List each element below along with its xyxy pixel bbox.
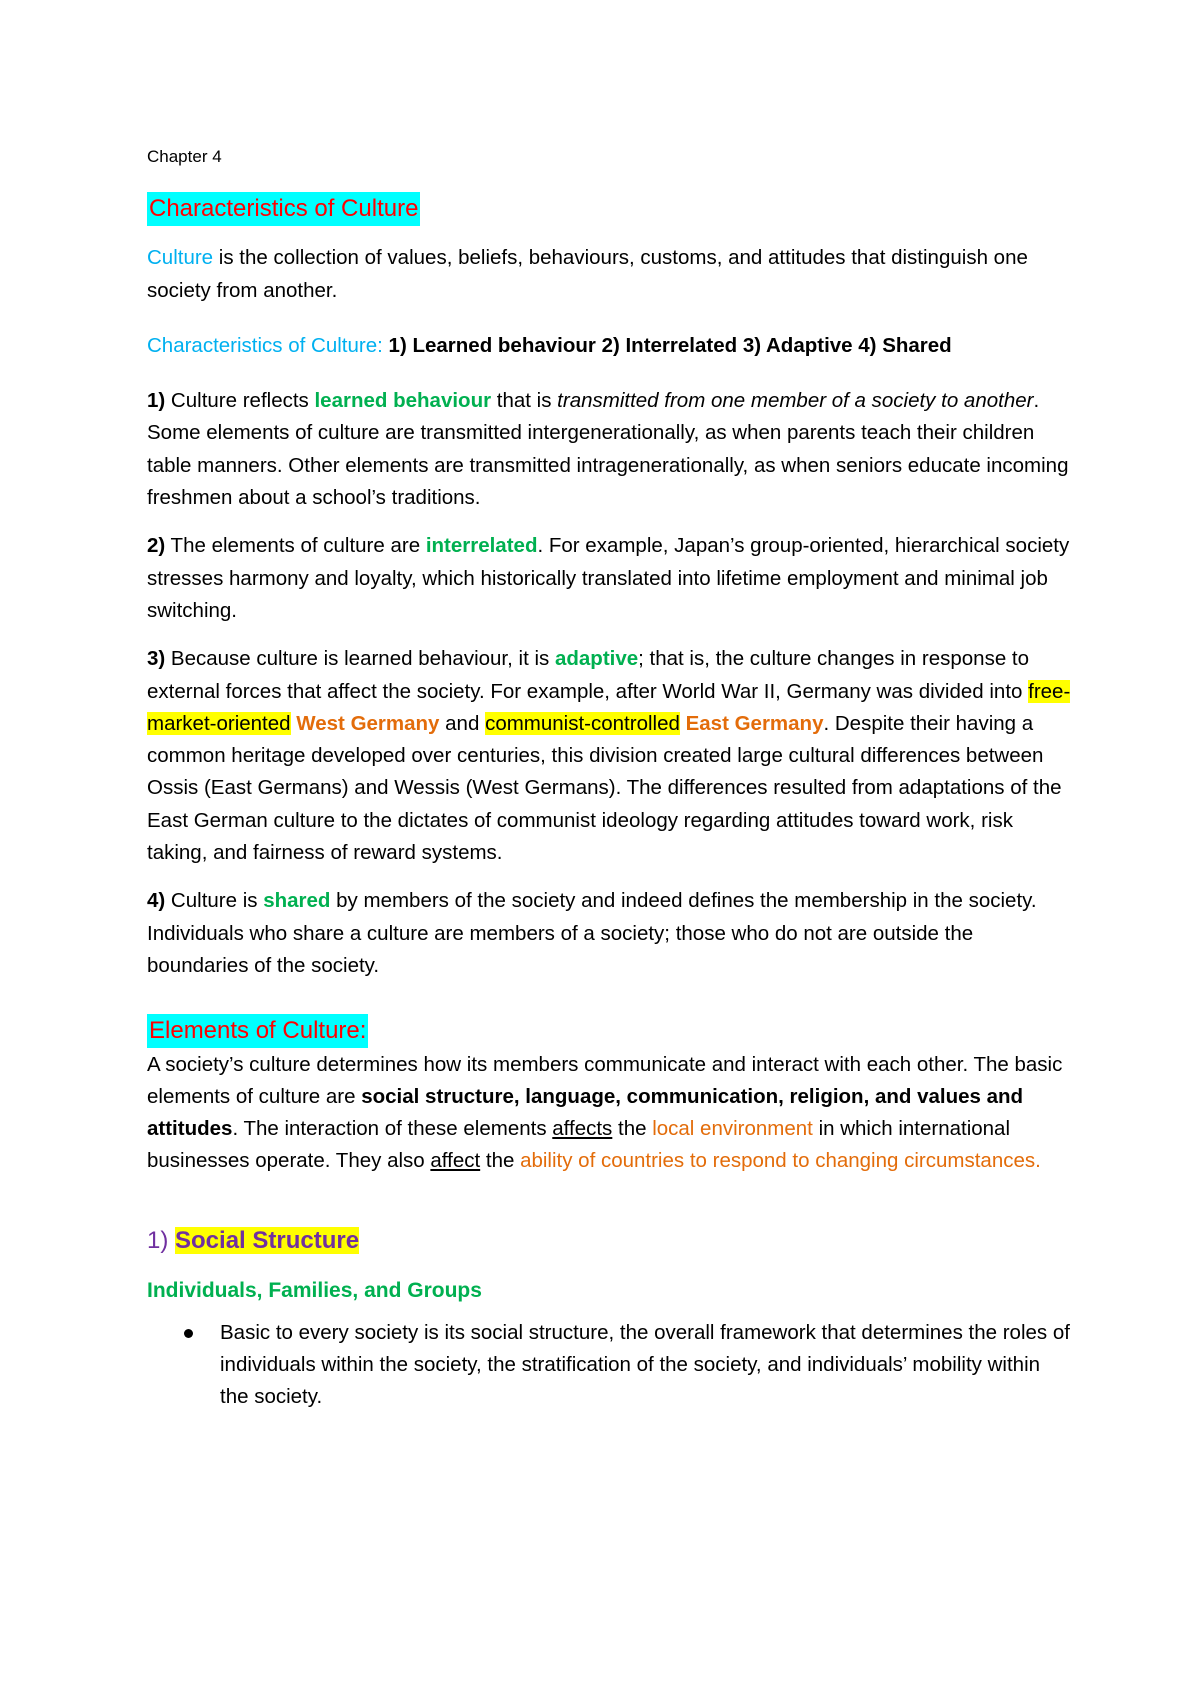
east-germany: East Germany [685,711,824,735]
point-4: 4) Culture is shared by members of the society and indeed defines the membership in the society. Individuals who share a culture are members of a society; those who do not are outside the boundaries of the society. [147,889,1037,977]
key-interrelated: interrelated [425,534,538,558]
subheading-individuals: Individuals, Families, and Groups [147,1278,482,1302]
summary-items: 1) Learned behaviour 2) Interrelated 3) Adaptive 4) Shared [382,333,952,357]
elements-paragraph: A society’s culture determines how its members communicate and interact with each other. The basic elements of culture are social structure, language, communication, religion, and values and attitudes. The interaction of these elements affects the local environment in which international businesses operate. They also affect the ability of countries to respond to changing circumstances. [147,1052,1063,1173]
section-social-structure [147,1223,1072,1414]
section-title-social-structure: 1) Social Structure [147,1226,360,1254]
point-3: 3) Because culture is learned behaviour, it is adaptive; that is, the culture changes in response to external forces that affect the society. For example, after World War II, Germany was divided into free-market-oriented West Germany and communist-controlled East Germany. Despite their having a common heritage developed over centuries, this division created large cultural differences between Ossis (East Germans) and Wessis (West Germans). The differences resulted from adaptations of the East German culture to the dictates of communist ideology regarding attitudes toward work, risk taking, and fairness of reward systems. [147,647,1071,865]
list-item: Basic to every society is its social structure, the overall framework that determines the roles of individuals within the society, the stratification of the society, and individuals’ mobility within the society. [147,1317,1072,1414]
bullet-icon [184,1329,193,1338]
section-heading-characteristics: Characteristics of Culture [147,192,420,226]
culture-term: Culture [147,246,214,270]
key-shared: shared [263,889,331,913]
highlight-communist: communist-controlled [485,711,680,735]
key-learned-behaviour: learned behaviour [314,389,492,413]
point-1-continuation: Some elements of culture are transmitted intergenerationally, as when parents teach their children table manners. Other elements are transmitted intragenerationally, as when seniors educate incoming freshmen about a school’s traditions. [147,421,1069,510]
section-heading-elements: Elements of Culture: [147,1014,368,1048]
west-germany: West Germany [296,711,440,735]
document-body [147,146,1072,1414]
culture-definition: Culture is the collection of values, beliefs, behaviours, customs, and attitudes that distinguish one society from another. [147,246,1028,302]
highlight-free-market: free-market-oriented [147,679,1071,735]
bullet-list [147,1317,1072,1414]
summary-label: Characteristics of Culture: [147,333,383,357]
chapter-label: Chapter 4 [147,147,222,166]
characteristics-summary [147,330,1072,362]
section-characteristics [147,192,1072,982]
point-2: 2) The elements of culture are interrelated. For example, Japan’s group-oriented, hierarchical society stresses harmony and loyalty, which historically translated into lifetime employment and minimal job switching. [147,534,1070,622]
point-1: 1) Culture reflects learned behaviour that is transmitted from one member of a society to another. [147,389,1040,413]
key-adaptive: adaptive [554,647,639,671]
section-elements [147,1014,1072,1177]
